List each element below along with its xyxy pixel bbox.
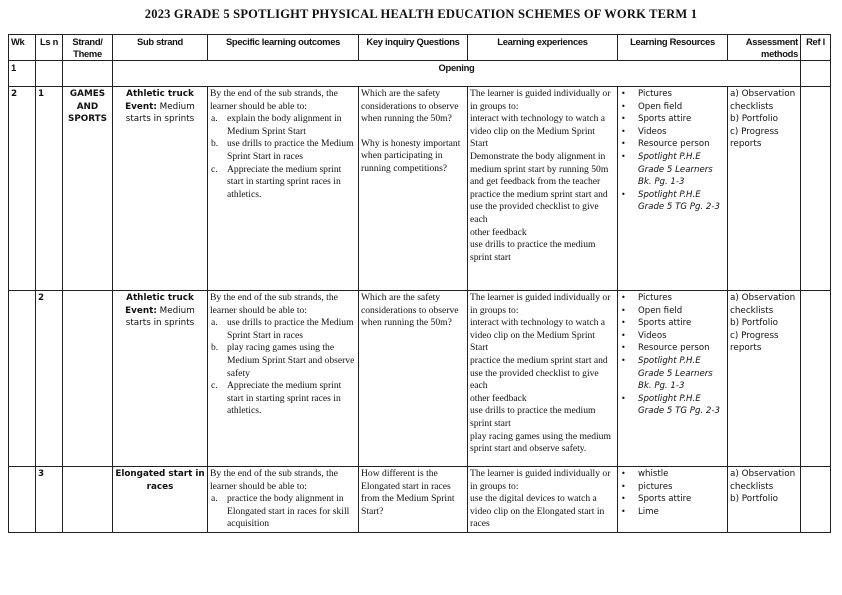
strand-cell: GAMES AND SPORTS [63,87,113,291]
resource-item: • Spotlight P.H.E Grade 5 Learners Bk. Pg. 1-3 [638,355,725,393]
assessment-item: b) Portfolio [730,114,779,125]
outcome-item [211,163,356,202]
assessment-item: a) Observation checklists [730,469,796,492]
questions-cell [359,291,468,467]
experience-line: The learner is guided individually or in groups to: [470,292,611,316]
outcome-text: explain the body alignment in Medium Sprint Start [227,113,342,137]
substrand-cell [113,87,208,291]
ref-cell [801,87,831,291]
substrand-title: Elongated start in races [115,469,205,492]
resources-list [620,468,725,518]
outcome-text: Appreciate the medium sprint start in starting sprint races in athletics. [227,163,342,200]
experience-line: Demonstrate the body alignment in medium sprint start by running 50m [470,150,609,175]
outcome-item [211,113,356,138]
inquiry-question: Which are the safety considerations to observe when running the 50m? [361,292,459,329]
outcome-text: play racing games using the Medium Sprint Start and observe safety [227,342,355,379]
header-ref: Ref l [801,35,831,61]
resources-list [620,88,725,214]
resources-list [620,292,725,418]
experience-line: use drills to practice the medium sprint start [470,239,596,263]
header-strand: Strand/ Theme [63,35,113,61]
resource-item: • Sports attire [638,493,725,506]
resource-item: • Sports attire [638,317,725,330]
outcome-item [211,138,356,163]
opening-row [9,61,831,87]
header-resources: Learning Resources [618,35,728,61]
assessment-item: b) Portfolio [730,318,779,329]
outcome-text: practice the body alignment in Elongated start in races for skill acquisition [227,493,350,530]
experience-line: other feedback [470,226,527,238]
opening-label: Opening [113,61,801,87]
resource-item: • Spotlight P.H.E Grade 5 Learners Bk. Pg. 1-3 [638,151,725,189]
header-questions: Key inquiry Questions [359,35,468,61]
outcomes-cell [208,87,359,291]
resources-cell [618,291,728,467]
substrand-cell [113,467,208,533]
experience-line: use the digital devices to watch a video clip on the Elongated start in races [470,493,605,530]
assessment-item: b) Portfolio [730,494,779,505]
lesson-row [9,467,831,533]
lesson-cell: 3 [36,467,63,533]
substrand-text: Medium starts in sprints [125,101,195,125]
header-experiences: Learning experiences [468,35,618,61]
experience-line: practice the medium sprint start and use the provided checklist to give each [470,354,608,392]
experience-line: interact with technology to watch a video clip on the Medium Sprint Start [470,317,606,354]
outcome-text: use drills to practice the Medium Sprint Start in races [227,138,354,162]
resource-item: • Spotlight P.H.E Grade 5 TG Pg. 2-3 [638,189,725,214]
experience-line: use drills to practice the medium sprint start [470,405,596,429]
outcome-item [211,342,356,380]
assessment-item: a) Observation checklists [730,293,796,316]
assessment-cell [728,87,801,291]
resource-item: • pictures [638,481,725,494]
outcome-text: use drills to practice the Medium Sprint Start in races [227,317,354,341]
outcomes-list [210,113,356,201]
assessment-item: a) Observation checklists [730,89,796,112]
lesson-row [9,291,831,467]
resource-item: • Open field [638,101,725,114]
assessment-cell [728,291,801,467]
header-assessment: Assessment methods [728,35,801,61]
document-title: 2023 GRADE 5 SPOTLIGHT PHYSICAL HEALTH EDUCATION SCHEMES OF WORK TERM 1 [144,7,698,21]
header-substrand: Sub strand [113,35,208,61]
substrand-title: Athletic truck Event: [125,89,194,112]
lesson-row [9,87,831,291]
week-cell: 2 [9,87,36,291]
resource-item: • Lime [638,506,725,519]
header-wk: Wk [9,35,36,61]
strand-cell [63,291,113,467]
questions-cell [359,467,468,533]
header-outcomes: Specific learning outcomes [208,35,359,61]
experiences-cell [468,87,618,291]
resources-cell [618,467,728,533]
outcomes-intro: By the end of the sub strands, the learner should be able to: [210,292,338,316]
resource-item: • Sports attire [638,113,725,126]
experiences-cell [468,291,618,467]
outcome-marker: a. [211,493,218,505]
outcome-marker: b. [211,138,219,150]
outcome-marker: b. [211,342,219,354]
outcomes-intro: By the end of the sub strands, the learner should be able to: [210,468,338,492]
resource-item: • Videos [638,330,725,343]
inquiry-question: How different is the Elongated start in races from the Medium Sprint Start? [361,468,455,517]
outcome-item [211,493,356,531]
outcome-text: Appreciate the medium sprint start in starting sprint races in athletics. [227,380,342,417]
ref-cell [801,467,831,533]
experience-line: interact with technology to watch a video clip on the Medium Sprint Start [470,113,606,150]
resources-cell [618,87,728,291]
experience-line: other feedback [470,392,527,404]
lesson-cell: 2 [36,291,63,467]
resource-item: • Spotlight P.H.E Grade 5 TG Pg. 2-3 [638,393,725,418]
week-cell [9,291,36,467]
outcomes-cell [208,291,359,467]
resource-item: • whistle [638,468,725,481]
strand-cell [63,467,113,533]
experience-line: practice the medium sprint start and use the provided checklist to give each [470,188,608,225]
outcome-item [211,317,356,342]
resource-item: • Resource person [638,138,725,151]
experience-line: The learner is guided individually or in groups to: [470,468,611,492]
empty-cell [801,61,831,87]
outcomes-list [210,493,356,531]
opening-week: 1 [9,61,36,87]
empty-cell [63,61,113,87]
inquiry-question: Which are the safety considerations to observe when running the 50m? [361,88,459,125]
empty-cell [36,61,63,87]
assessment-cell [728,467,801,533]
header-lsn: Ls n [36,35,63,61]
substrand-title: Athletic truck Event: [125,293,194,316]
outcomes-cell [208,467,359,533]
resource-item: • Pictures [638,88,725,101]
outcome-marker: a. [211,113,218,125]
experience-line: The learner is guided individually or in groups to: [470,88,611,112]
resource-item: • Resource person [638,342,725,355]
ref-cell [801,291,831,467]
resource-item: • Pictures [638,292,725,305]
week-cell [9,467,36,533]
assessment-item: c) Progress reports [730,330,779,354]
outcomes-intro: By the end of the sub strands, the learner should be able to: [210,88,338,112]
inquiry-question: Why is honesty important when participating in running competitions? [361,137,461,174]
lesson-cell: 1 [36,87,63,291]
questions-cell [359,87,468,291]
outcome-item [211,380,356,418]
resource-item: • Videos [638,126,725,139]
outcome-marker: a. [211,317,218,329]
schemes-of-work-table [8,34,831,533]
substrand-text: Medium starts in sprints [125,305,195,329]
assessment-item: c) Progress reports [730,126,779,150]
outcome-marker: c. [211,380,218,392]
substrand-cell [113,291,208,467]
outcome-marker: c. [211,163,218,175]
experience-line: and get feedback from the teacher [470,176,601,188]
outcomes-list [210,317,356,418]
experience-line: play racing games using the medium sprint start and observe safety. [470,430,611,455]
experiences-cell [468,467,618,533]
resource-item: • Open field [638,305,725,318]
header-row [9,35,831,61]
